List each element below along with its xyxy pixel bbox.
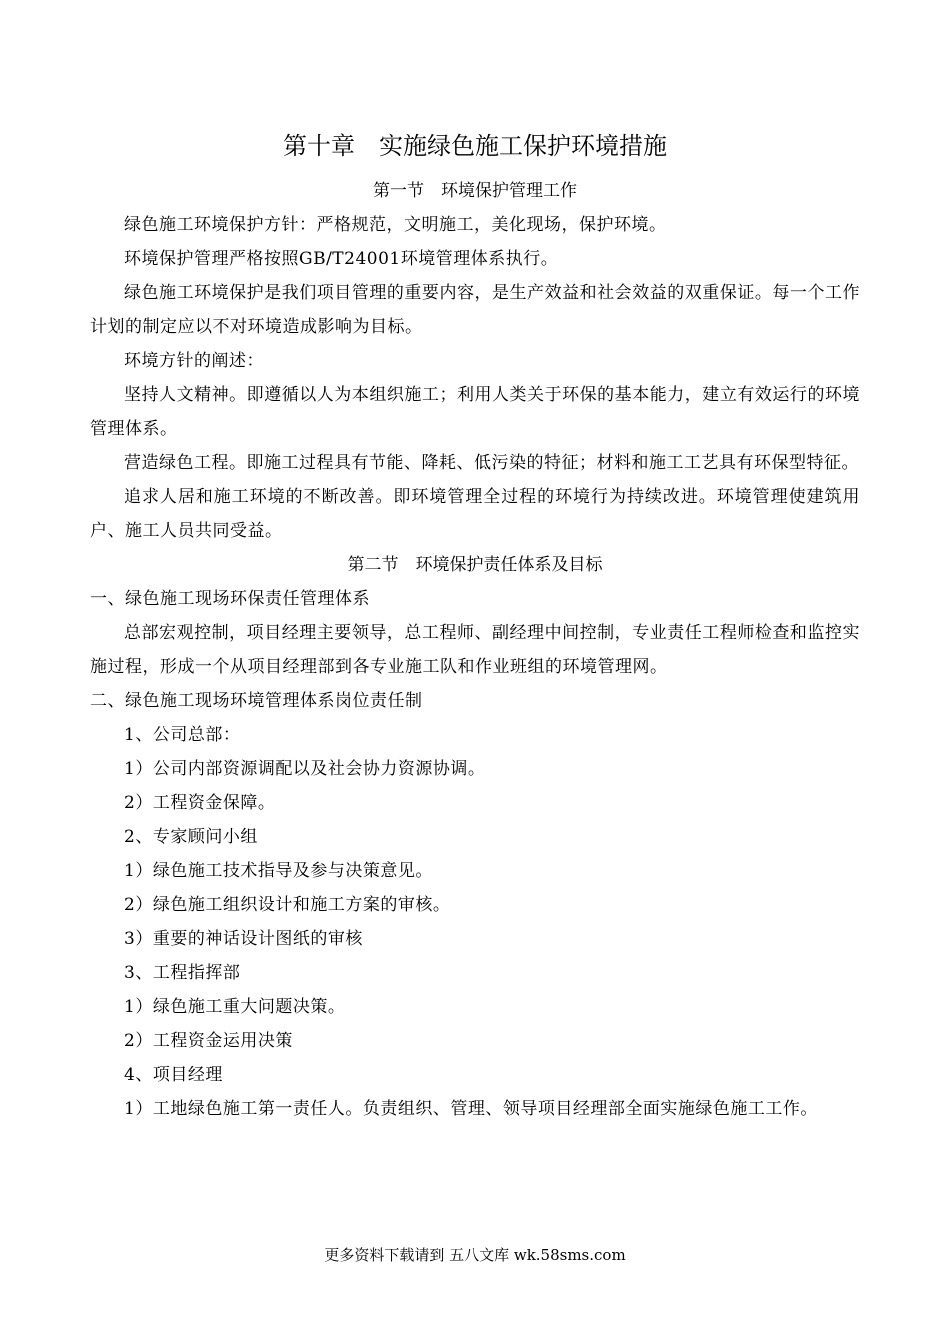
list-item: 1）绿色施工重大问题决策。 — [124, 997, 346, 1017]
list-item: 2）绿色施工组织设计和施工方案的审核。 — [124, 895, 451, 915]
list-item: 2）工程资金保障。 — [124, 793, 276, 813]
section-title-2: 第二节 环境保护责任体系及目标 — [347, 555, 603, 575]
paragraph: 环境方针的阐述： — [124, 351, 264, 371]
paragraph: 营造绿色工程。即施工过程具有节能、降耗、低污染的特征；材料和施工工艺具有环保型特征。 — [124, 453, 859, 473]
subheading: 一、绿色施工现场环保责任管理体系 — [90, 589, 370, 609]
list-item: 4、项目经理 — [124, 1065, 223, 1085]
list-item: 1）工地绿色施工第一责任人。负责组织、管理、领导项目经理部全面实施绿色施工工作。 — [124, 1099, 818, 1119]
paragraph: 绿色施工环境保护是我们项目管理的重要内容，是生产效益和社会效益的双重保证。每一个工作计划的制定应以不对环境造成影响为目标。 — [90, 283, 860, 337]
document-content — [90, 126, 860, 1126]
paragraph: 绿色施工环境保护方针：严格规范，文明施工，美化现场，保护环境。 — [124, 215, 667, 235]
list-item: 2、专家顾问小组 — [124, 827, 258, 847]
paragraph: 环境保护管理严格按照GB/T24001环境管理体系执行。 — [124, 249, 559, 269]
chapter-title: 第十章 实施绿色施工保护环境措施 — [283, 132, 667, 160]
page-footer: 更多资料下载请到 五八文库 wk.58sms.com — [324, 1246, 626, 1264]
list-item: 1）公司内部资源调配以及社会协力资源协调。 — [124, 759, 486, 779]
list-item: 3）重要的神话设计图纸的审核 — [124, 929, 363, 949]
list-item: 2）工程资金运用决策 — [124, 1031, 293, 1051]
list-item: 3、工程指挥部 — [124, 963, 241, 983]
paragraph: 追求人居和施工环境的不断改善。即环境管理全过程的环境行为持续改进。环境管理使建筑用户、施工人员共同受益。 — [90, 487, 860, 541]
list-item: 1）绿色施工技术指导及参与决策意见。 — [124, 861, 433, 881]
paragraph: 总部宏观控制，项目经理主要领导，总工程师、副经理中间控制，专业责任工程师检查和监控实施过程，形成一个从项目经理部到各专业施工队和作业班组的环境管理网。 — [90, 623, 860, 677]
subheading: 二、绿色施工现场环境管理体系岗位责任制 — [90, 691, 423, 711]
list-item: 1、公司总部： — [124, 725, 241, 745]
paragraph: 坚持人文精神。即遵循以人为本组织施工；利用人类关于环保的基本能力，建立有效运行的环境管理体系。 — [90, 385, 860, 439]
section-title-1: 第一节 环境保护管理工作 — [373, 181, 577, 201]
